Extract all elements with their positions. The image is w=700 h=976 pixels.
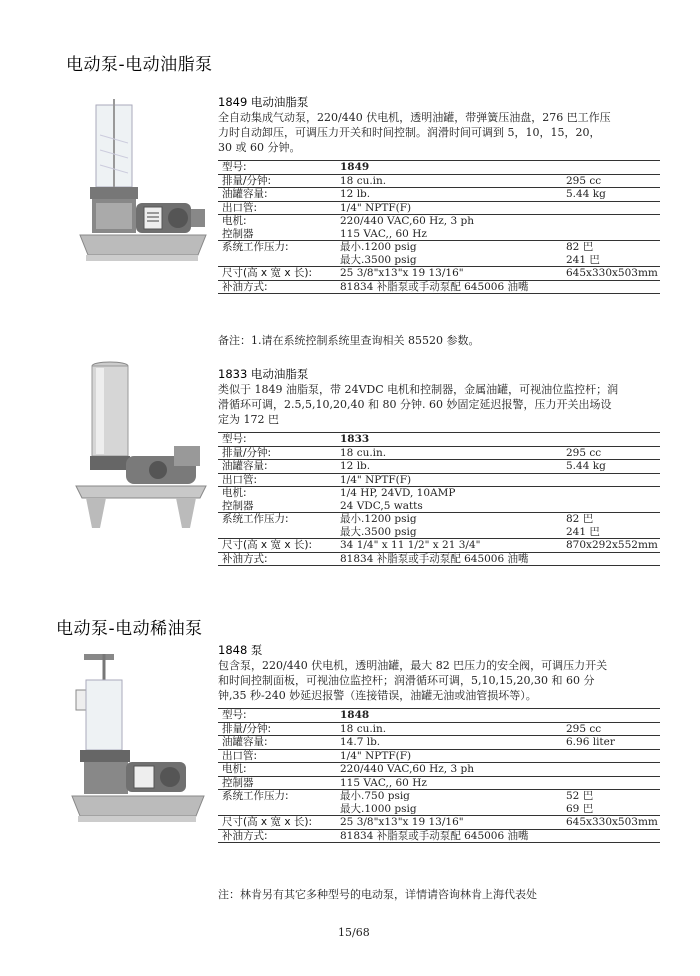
spec-label: 排量/分钟: <box>218 174 336 188</box>
spec-label: 控制器 <box>218 228 336 241</box>
spec-label: 型号: <box>218 433 336 447</box>
spec-label: 尺寸(高 x 宽 x 长): <box>218 539 336 553</box>
spec-value-metric <box>562 161 660 175</box>
spec-value-metric <box>562 473 660 487</box>
spec-value-metric: 295 cc <box>562 174 660 188</box>
spec-value-metric <box>562 433 660 447</box>
spec-value-metric <box>562 500 660 513</box>
spec-value: 1833 <box>336 433 562 447</box>
spec-value: 14.7 lb. <box>336 736 562 750</box>
spec-label: 控制器 <box>218 500 336 513</box>
spec-value: 81834 补脂泵或手动泵配 645006 油嘴 <box>336 280 562 294</box>
spec-value-metric <box>562 280 660 294</box>
spec-value-metric: 295 cc <box>562 446 660 460</box>
spec-value: 220/440 VAC,60 Hz, 3 ph <box>340 215 474 227</box>
spec-label: 电机: <box>218 763 336 777</box>
product-1848-description <box>218 658 663 703</box>
spec-value-metric: 6.96 liter <box>562 736 660 750</box>
spec-value-metric <box>562 552 660 566</box>
spec-label: 尺寸(高 x 宽 x 长): <box>218 267 336 281</box>
spec-label: 出口管: <box>218 201 336 215</box>
spec-value-metric <box>562 709 660 723</box>
spec-value-metric: 82 巴 <box>566 513 594 525</box>
spec-label: 尺寸(高 x 宽 x 长): <box>218 816 336 830</box>
spec-label: 控制器 <box>218 776 336 790</box>
spec-value-metric: 870x292x552mm <box>562 539 660 553</box>
spec-value-metric: 5.44 kg <box>562 188 660 202</box>
spec-value-metric: 295 cc <box>562 722 660 736</box>
spec-value-metric: 645x330x503mm <box>562 267 660 281</box>
spec-value-metric: 241 巴 <box>562 526 660 539</box>
spec-label: 排量/分钟: <box>218 722 336 736</box>
description-line: 和时间控制面板，可视油位监控杆；润滑循环可调，5,10,15,20,30 和 60 分 <box>218 674 595 687</box>
spec-table-1833 <box>218 432 660 566</box>
spec-label: 系统工作压力: <box>222 790 289 802</box>
description-line: 力时自动卸压，可调压力开关和时间控制。润滑时间可调到 5，10，15，20， <box>218 126 601 139</box>
spec-value-metric: 5.44 kg <box>562 460 660 474</box>
spec-value: 12 lb. <box>336 188 562 202</box>
spec-label: 系统工作压力: <box>222 513 289 525</box>
spec-value: 115 VAC,, 60 Hz <box>336 228 562 241</box>
product-1833-description <box>218 382 663 427</box>
footer-note: 注：林肯另有其它多种型号的电动泵，详情请咨询林肯上海代表处 <box>218 888 537 901</box>
spec-value: 24 VDC,5 watts <box>336 500 562 513</box>
spec-label: 电机: <box>222 487 247 499</box>
product-1848-title: 1848 泵 <box>218 643 263 657</box>
spec-label: 油罐容量: <box>218 188 336 202</box>
spec-value: 最小.1200 psig <box>340 241 417 253</box>
pump-1833-image <box>66 358 216 533</box>
spec-value: 1/4" NPTF(F) <box>336 201 562 215</box>
spec-label: 补油方式: <box>218 552 336 566</box>
product-1849-note: 备注：1.请在系统控制系统里查询相关 85520 参数。 <box>218 334 480 347</box>
pump-1849-image <box>66 95 216 280</box>
spec-value: 81834 补脂泵或手动泵配 645006 油嘴 <box>336 829 562 843</box>
spec-label: 型号: <box>218 161 336 175</box>
spec-value-metric <box>562 201 660 215</box>
description-line: 钟,35 秒-240 妙延迟报警（连接错误，油罐无油或油管损坏等）。 <box>218 689 537 702</box>
spec-value-metric <box>562 776 660 790</box>
product-1849-description <box>218 110 663 155</box>
spec-label: 电机: <box>222 215 247 227</box>
description-line: 类似于 1849 油脂泵，带 24VDC 电机和控制器，金属油罐，可视油位监控杆；润 <box>218 383 619 396</box>
spec-label <box>218 254 336 267</box>
spec-label: 排量/分钟: <box>218 446 336 460</box>
description-line: 滑循环可调，2.5,5,10,20,40 和 80 分钟. 60 妙固定延迟报警，压力开关出场设 <box>218 398 612 411</box>
description-line: 包含泵，220/440 伏电机，透明油罐，最大 82 巴压力的安全阀，可调压力开关 <box>218 659 608 672</box>
spec-label: 油罐容量: <box>218 736 336 750</box>
pump-1848-image <box>64 650 214 830</box>
description-line: 30 或 60 分钟。 <box>218 141 301 154</box>
description-line: 全自动集成气动泵，220/440 伏电机，透明油罐，带弹簧压油盘，276 巴工作压 <box>218 111 611 124</box>
spec-label <box>218 526 336 539</box>
spec-value-metric <box>562 487 660 500</box>
spec-label: 系统工作压力: <box>222 241 289 253</box>
spec-value-metric <box>562 829 660 843</box>
spec-value: 12 lb. <box>336 460 562 474</box>
spec-label: 油罐容量: <box>218 460 336 474</box>
spec-value: 最小.1200 psig <box>340 513 417 525</box>
spec-table-1849 <box>218 160 660 294</box>
spec-label: 补油方式: <box>218 280 336 294</box>
spec-value: 最大.3500 psig <box>336 254 562 267</box>
spec-value: 115 VAC,, 60 Hz <box>336 776 562 790</box>
spec-value-metric: 69 巴 <box>562 803 660 816</box>
spec-value: 1848 <box>336 709 562 723</box>
spec-value: 18 cu.in. <box>336 446 562 460</box>
product-1849-title: 1849 电动油脂泵 <box>218 95 309 109</box>
spec-value: 1849 <box>336 161 562 175</box>
spec-value: 1/4" NPTF(F) <box>336 473 562 487</box>
spec-value-metric: 645x330x503mm <box>562 816 660 830</box>
spec-value: 最大.1000 psig <box>336 803 562 816</box>
spec-value: 18 cu.in. <box>336 174 562 188</box>
spec-value: 最大.3500 psig <box>336 526 562 539</box>
spec-value-metric <box>562 749 660 763</box>
spec-value: 18 cu.in. <box>336 722 562 736</box>
spec-label: 出口管: <box>218 749 336 763</box>
spec-value: 25 3/8"x13"x 19 13/16" <box>336 267 562 281</box>
spec-label: 型号: <box>218 709 336 723</box>
spec-value: 最小.750 psig <box>340 790 410 802</box>
spec-value: 1/4 HP, 24VD, 10AMP <box>340 487 456 499</box>
spec-value: 25 3/8"x13"x 19 13/16" <box>336 816 562 830</box>
spec-value: 1/4" NPTF(F) <box>336 749 562 763</box>
spec-table-1848 <box>218 708 660 843</box>
spec-label: 补油方式: <box>218 829 336 843</box>
spec-value-metric <box>562 215 660 228</box>
spec-value: 220/440 VAC,60 Hz, 3 ph <box>336 763 562 777</box>
spec-label: 出口管: <box>218 473 336 487</box>
section-title-oil-pump: 电动泵-电动稀油泵 <box>56 619 203 639</box>
section-title-grease-pump: 电动泵-电动油脂泵 <box>66 55 213 75</box>
spec-value-metric <box>562 763 660 777</box>
description-line: 定为 172 巴 <box>218 413 279 426</box>
spec-value: 81834 补脂泵或手动泵配 645006 油嘴 <box>336 552 562 566</box>
spec-value: 34 1/4" x 11 1/2" x 21 3/4" <box>336 539 562 553</box>
product-1833-title: 1833 电动油脂泵 <box>218 367 309 381</box>
spec-value-metric: 241 巴 <box>562 254 660 267</box>
page-number: 15/68 <box>338 926 370 939</box>
spec-value-metric <box>562 228 660 241</box>
spec-value-metric: 82 巴 <box>566 241 594 253</box>
spec-label <box>218 803 336 816</box>
spec-value-metric: 52 巴 <box>566 790 594 802</box>
